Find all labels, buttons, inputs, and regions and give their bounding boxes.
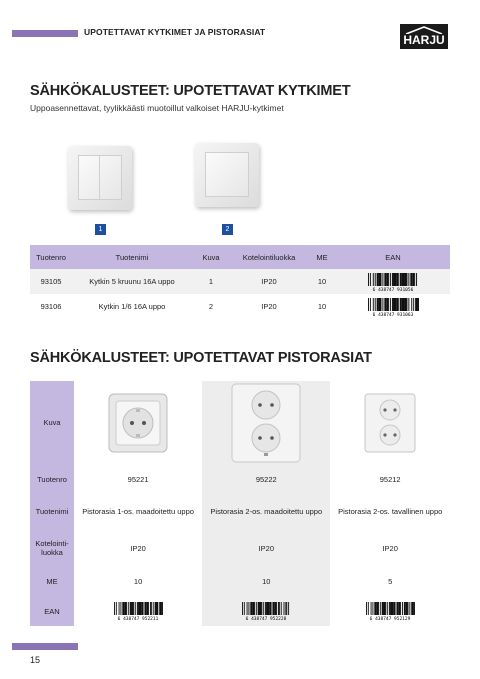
barcode-bar [386, 273, 388, 286]
barcode-bar [417, 298, 419, 311]
barcode-bar [406, 602, 408, 615]
barcode-bar [288, 602, 289, 615]
barcode-bar [122, 602, 124, 615]
cell-tuotenro: 95222 [202, 464, 330, 494]
barcode-bar [410, 602, 411, 615]
table-row [30, 269, 450, 294]
barcode-digits: 6 438747 952129 [369, 617, 411, 621]
row-label-tuotenro: Tuotenro [30, 464, 74, 494]
barcode-bar [114, 602, 115, 615]
barcode-bar [126, 602, 127, 615]
barcode-bar [281, 602, 282, 615]
barcode-bar [415, 298, 417, 311]
barcode-bar [157, 602, 159, 615]
socket-image-cell [74, 381, 202, 464]
row-tuotenimi [30, 494, 450, 529]
col-header-kotelointiluokka: Kotelointiluokka [230, 245, 308, 269]
barcode-bar [137, 602, 139, 615]
barcode-bar [382, 273, 383, 286]
socket-image-1 [108, 393, 168, 453]
barcode-bar [150, 602, 151, 615]
barcode-bar [273, 602, 275, 615]
barcode-image [362, 601, 418, 621]
barcode-bar [394, 602, 396, 615]
barcode-bar [256, 602, 257, 615]
barcode-bar [397, 273, 399, 286]
cell-tuotenimi: Pistorasia 2-os. tavallinen uppo [338, 507, 443, 516]
barcode-bar [375, 298, 376, 311]
barcode-bar [244, 602, 245, 615]
barcode-bar [264, 602, 265, 615]
barcode-bar [275, 602, 277, 615]
section2-title: SÄHKÖKALUSTEET: UPOTETTAVAT PISTORASIAT [30, 350, 372, 366]
barcode-bar [370, 273, 371, 286]
barcode-bar [380, 602, 381, 615]
barcode-bar [251, 602, 253, 615]
cell-tuotenimi: Kytkin 5 kruunu 16A uppo [72, 269, 192, 294]
cell-tuotenimi: Kytkin 1/6 16A uppo [98, 302, 166, 311]
barcode-bar [408, 602, 409, 615]
socket-image-cell [330, 381, 450, 464]
barcode-bar [279, 602, 280, 615]
barcode-bar [400, 298, 402, 311]
barcode-bar [375, 273, 376, 286]
barcode-bar [121, 602, 122, 615]
cell-ean [336, 269, 450, 294]
image-badge-1: 1 [95, 224, 106, 235]
logo-text: HARJU [403, 33, 445, 47]
barcode-bar [155, 602, 157, 615]
barcode-bar [276, 602, 277, 615]
socket-table [30, 381, 450, 626]
barcode-bar [404, 602, 406, 615]
barcode-bar [376, 602, 378, 615]
barcode-bar [410, 273, 412, 286]
barcode-bar [389, 602, 391, 615]
barcode-bar [252, 602, 254, 615]
cell-kotelointi: IP20 [130, 543, 146, 553]
barcode-digits: 6 438747 952228 [245, 617, 287, 621]
barcode-bar [387, 602, 388, 615]
barcode-bar [265, 602, 267, 615]
cell-me: 5 [388, 577, 393, 586]
barcode-bar [287, 602, 288, 615]
barcode-bar [408, 273, 409, 286]
barcode-bar [161, 602, 163, 615]
cell-tuotenimi: Pistorasia 1-os. maadoitettu uppo [82, 507, 194, 516]
barcode-bar [397, 602, 399, 615]
cell-kotelointi: IP20 [261, 302, 277, 311]
cell-tuotenimi: Pistorasia 2-os. maadoitettu uppo [202, 494, 330, 529]
barcode-bar [405, 273, 407, 286]
cell-tuotenro: 93105 [30, 269, 72, 294]
barcode-bar [373, 273, 374, 286]
barcode-bar [412, 273, 414, 286]
cell-tuotenro: 95221 [127, 474, 149, 484]
barcode-bar [413, 298, 414, 311]
barcode-bar [270, 602, 272, 615]
row-label-kotelointi: Kotelointi-luokka [30, 529, 74, 567]
barcode-bar [262, 602, 263, 615]
barcode-bar [370, 298, 371, 311]
col-header-tuotenro: Tuotenro [30, 245, 72, 269]
barcode-image [238, 601, 294, 621]
barcode-bar [379, 298, 381, 311]
col-header-me: ME [308, 245, 336, 269]
socket-image-cell [202, 381, 330, 464]
cell-me: 10 [317, 302, 327, 311]
barcode-bar [374, 602, 376, 615]
barcode-bar [286, 602, 287, 615]
barcode-bar [382, 298, 383, 311]
barcode-bar [397, 298, 399, 311]
barcode-bar [384, 273, 386, 286]
barcode-bar [242, 602, 243, 615]
barcode-bar [366, 602, 367, 615]
barcode-bar [373, 298, 374, 311]
cell-me: 10 [308, 269, 336, 294]
barcode-image [364, 272, 422, 292]
page-number: 15 [30, 655, 41, 665]
switch-image-1 [68, 146, 132, 210]
table-header-row [30, 245, 450, 269]
row-tuotenro [30, 464, 450, 494]
barcode-bar [403, 298, 405, 311]
header-title: UPOTETTAVAT KYTKIMET JA PISTORASIAT [84, 27, 266, 37]
barcode-bar [406, 273, 407, 286]
barcode-bar [413, 602, 415, 615]
barcode-bar [249, 602, 250, 615]
barcode-bar [135, 602, 136, 615]
section1-subtitle: Uppoasennettavat, tyylikkäästi muotoillut valkoiset HARJU-kytkimet [30, 103, 284, 113]
cell-ean [330, 596, 450, 626]
table-row [30, 294, 450, 319]
cell-kotelointi: IP20 [230, 269, 308, 294]
barcode-bar [388, 273, 389, 286]
barcode-bar [386, 602, 387, 615]
cell-kuva: 1 [192, 269, 230, 294]
barcode-bar [400, 602, 401, 615]
row-me [30, 567, 450, 596]
barcode-bar [278, 602, 279, 615]
barcode-bar [411, 602, 413, 615]
barcode-bar [128, 602, 129, 615]
barcode-bar [414, 273, 415, 286]
barcode-bar [151, 602, 152, 615]
barcode-bar [379, 273, 381, 286]
barcode-bar [146, 602, 148, 615]
cell-ean [336, 294, 450, 319]
barcode-bar [368, 273, 369, 286]
barcode-bar [405, 298, 407, 311]
barcode-bar [368, 602, 369, 615]
barcode-bar [392, 298, 394, 311]
barcode-image [364, 297, 422, 317]
harju-logo [400, 24, 448, 49]
barcode-bar [406, 298, 407, 311]
barcode-bar [402, 602, 403, 615]
barcode-bar [390, 273, 391, 286]
barcode-bar [159, 602, 161, 615]
barcode-bar [142, 602, 144, 615]
cell-tuotenro: 95212 [379, 474, 401, 484]
barcode-digits: 6 438747 931056 [372, 287, 414, 292]
barcode-bar [395, 273, 397, 286]
socket-image-2 [231, 383, 301, 463]
barcode-bar [124, 602, 126, 615]
barcode-bar [381, 273, 382, 286]
barcode-bar [400, 273, 402, 286]
footer-accent-bar [12, 643, 78, 650]
barcode-bar [386, 298, 388, 311]
barcode-bar [268, 602, 270, 615]
barcode-bar [392, 273, 394, 286]
row-label-kuva: Kuva [30, 381, 74, 464]
row-ean [30, 596, 450, 626]
barcode-bar [408, 298, 409, 311]
barcode-bar [403, 273, 405, 286]
barcode-bar [247, 602, 248, 615]
barcode-bar [153, 602, 154, 615]
barcode-bar [148, 602, 149, 615]
header-accent-bar [12, 30, 78, 37]
barcode-bar [384, 602, 386, 615]
barcode-digits: 6 438747 931063 [372, 312, 414, 317]
barcode-bar [260, 602, 262, 615]
barcode-bar [371, 602, 372, 615]
barcode-bar [130, 602, 132, 615]
barcode-bar [392, 602, 394, 615]
row-kotelointi [30, 529, 450, 567]
col-header-kuva: Kuva [192, 245, 230, 269]
barcode-bar [133, 602, 134, 615]
barcode-bar [384, 298, 386, 311]
row-label-me: ME [30, 567, 74, 596]
barcode-bar [398, 602, 400, 615]
row-label-tuotenimi: Tuotenimi [30, 494, 74, 529]
barcode-bar [377, 298, 379, 311]
barcode-bar [388, 298, 389, 311]
barcode-bar [284, 602, 285, 615]
switch-image-2 [195, 143, 259, 207]
barcode-bar [145, 602, 147, 615]
cell-tuotenro: 93106 [40, 302, 62, 311]
barcode-bar [416, 273, 417, 286]
cell-ean [202, 596, 330, 626]
barcode-bar [116, 602, 117, 615]
image-badge-2: 2 [222, 224, 233, 235]
socket-image-3 [364, 393, 416, 453]
barcode-bar [390, 298, 391, 311]
barcode-bar [258, 602, 260, 615]
col-header-ean: EAN [336, 245, 450, 269]
barcode-bar [119, 602, 120, 615]
barcode-bar [373, 602, 374, 615]
switch-table [30, 245, 450, 319]
section1-title: SÄHKÖKALUSTEET: UPOTETTAVAT KYTKIMET [30, 83, 351, 99]
barcode-bar [378, 602, 379, 615]
cell-ean [74, 596, 202, 626]
row-label-ean: EAN [30, 596, 74, 626]
barcode-bar [395, 298, 397, 311]
cell-kotelointi: IP20 [382, 543, 398, 553]
barcode-image [110, 601, 166, 621]
cell-kuva: 2 [208, 302, 214, 311]
barcode-bar [368, 298, 369, 311]
cell-me: 10 [202, 567, 330, 596]
barcode-bar [377, 273, 379, 286]
barcode-digits: 6 438747 952211 [117, 617, 159, 621]
barcode-bar [381, 298, 382, 311]
barcode-bar [382, 602, 384, 615]
cell-kotelointi: IP20 [202, 529, 330, 567]
roof-icon [404, 26, 444, 34]
cell-me: 10 [133, 577, 143, 586]
barcode-bar [411, 298, 412, 311]
barcode-bar [140, 602, 142, 615]
barcode-bar [132, 602, 134, 615]
row-kuva [30, 381, 450, 464]
barcode-bar [254, 602, 255, 615]
col-header-tuotenimi: Tuotenimi [72, 245, 192, 269]
